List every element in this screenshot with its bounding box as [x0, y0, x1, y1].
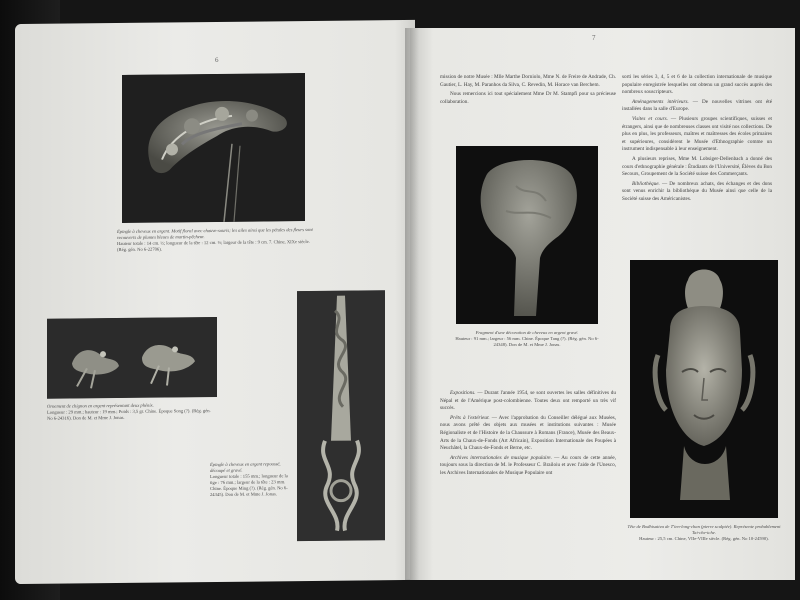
silver-hairpin-caption — [210, 461, 292, 498]
paragraph — [440, 455, 616, 478]
section-heading: Visites et cours. — [632, 115, 668, 122]
bodhisattva-head-photo — [630, 260, 778, 518]
hair-ornament-caption — [450, 330, 604, 348]
paragraph — [622, 74, 772, 97]
phoenix-caption-title: Ornement de chignon en argent représentant deux phénix. — [47, 402, 154, 409]
section-text: sorti les séries 3, 4, 5 et 6 de la collection internationale de musique populaire enregistrée lesquelles ont obtenu un grand succès auprès des nombreux souscripteurs. — [622, 74, 772, 96]
section-text: — Plusieurs groupes scientifiques, suisses et étrangers, ainsi que de nombreuses classes ont visité nos collections. De plus en plus, les professeurs, maîtres et maîtresses des écoles primaires et supérieures, considèrent le Musée d'Ethnographie comme un instrument indispensable à leur enseignement. — [622, 115, 772, 153]
hair-ornament-caption-details: Hauteur : 91 mm.; largeur : 56 mm. Chine. Époque Tang (?). (Rég. gén. No 6-24348). Don de M. et Mme J. Jonas. — [455, 336, 599, 347]
section-text: — Au cours de cette année, toujours sous la direction de M. le Professeur C. Brailoiu et avec l'aide de l'Unesco, les Archives Internationales de Musique Populaire ont — [440, 454, 616, 476]
bodhisattva-caption-title: Tête de Bodhisattva de T'ien-long-chan (pierre sculptée). Représente probablement Tai-che-tche. — [627, 524, 781, 535]
hairpin-caption-title: Épingle à cheveux en argent. Motif floral avec chauve-souris; les ailes ainsi que les pétales des fleurs sont recouverts de plumes bleues de martin-pêcheur. — [117, 226, 313, 241]
paragraph: mission de notre Musée : Mlle Marthe Dorniolo, Mme N. de Freire de Andrade, Ch. Gautier, L. Hay, M. Paranhos da Silva, C. Revedin, M. Horace van Berchem. — [440, 74, 616, 88]
section-text: — Avec l'approbation du Conseiller délégué aux Musées, nous avons prêté des objets aux musées et institutions suivantes : Musée Régionaliste et de l'Histoire de la Chaussure à Romans (France), Musée des Beaux-Arts de la Chaux-de-Fonds (Art Africain), Exposition Internationale des Poupées à Neuchâtel, la Chaux-de-Fonds et Berne, etc. — [440, 414, 616, 452]
left-page — [15, 20, 415, 584]
paragraph — [440, 390, 616, 413]
col1-bottom-text — [440, 390, 616, 480]
section-heading: Expositions. — [450, 390, 476, 396]
section-text: — De nombreux achats, des échanges et des dons sont venus enrichir la bibliothèque du Musée ainsi que celle de la Société suisse des Américanistes. — [622, 180, 772, 202]
paragraph — [440, 415, 616, 453]
left-page-number: 6 — [215, 55, 219, 64]
right-page — [410, 28, 795, 580]
paragraph — [622, 99, 772, 114]
book-gutter — [405, 28, 419, 580]
phoenix-caption-details: Longueur : 29 mm.; hauteur : 19 mm.; Poids : 3,5 gr. Chine. Époque Song (?). (Rég. gén. No 6-24316). Don de M. et Mme J. Jonas. — [47, 408, 211, 421]
hairpin-caption — [117, 227, 313, 253]
section-heading: Archives internationales de musique populaire. — [450, 454, 552, 461]
section-heading: Bibliothèque. — [632, 180, 660, 187]
bodhisattva-caption — [626, 524, 782, 542]
silver-hairpin-caption-title: Épingle à cheveux en argent repoussé, découpé et gravé. — [210, 461, 281, 474]
col1-top-text — [440, 74, 616, 108]
section-heading: Aménagements intérieurs. — [632, 98, 689, 105]
paragraph — [622, 156, 772, 179]
bodhisattva-caption-details: Hauteur : 25,5 cm. Chine, VIIe-VIIIe siècle. (Rég. gén. No 10-24590). — [639, 536, 769, 541]
phoenix-ornaments-photo — [47, 317, 217, 399]
hairpin-caption-details: Hauteur totale : 14 cm. ½; longueur de la tête : 12 cm. ½; largeur de la tête : 9 cm. 7. Chine, XIXe siècle. (Rég. gén. No 6-22706). — [117, 239, 310, 253]
hair-ornament-photo — [456, 146, 598, 324]
col2-top-text — [622, 74, 772, 206]
section-text: — De nouvelles vitrines ont été installées dans la salle d'Europe. — [622, 98, 772, 113]
paragraph — [622, 181, 772, 204]
right-page-number: 7 — [592, 34, 596, 42]
paragraph: Nous remercions ici tout spécialement Mme Dr M. Stampfi pour sa précieuse collaboration. — [440, 91, 616, 105]
silver-hairpin-caption-details: Longueur totale : 155 mm.; longueur de la tige : 76 mm.; largeur de la tête : 23 mm. Chine. Époque Ming (?). (Rég. gén. No 6-24345). Don de M. et Mme J. Jonas. — [210, 473, 288, 498]
section-text: A plusieurs reprises, Mme M. Lobsiger-Dellenbach a donné des cours d'ethnographie générale : Étudiants de l'Université, Élèves du Bon Secours, Groupement de la Société suisse des Commerçants. — [622, 155, 772, 178]
phoenix-caption — [47, 402, 217, 422]
section-heading: Prêts à l'extérieur. — [450, 414, 490, 421]
hair-ornament-caption-title: Fragment d'une décoration de cheveux en argent gravé. — [475, 330, 579, 335]
hairpin-photo — [122, 73, 305, 223]
paragraph — [622, 116, 772, 154]
section-text: — Durant l'année 1954, se sont ouvertes les salles définitives du Népal et de l'Amérique post-colombienne. Toutes deux ont remporté un très vif succès. — [440, 390, 616, 412]
silver-hairpin-photo — [297, 290, 385, 541]
